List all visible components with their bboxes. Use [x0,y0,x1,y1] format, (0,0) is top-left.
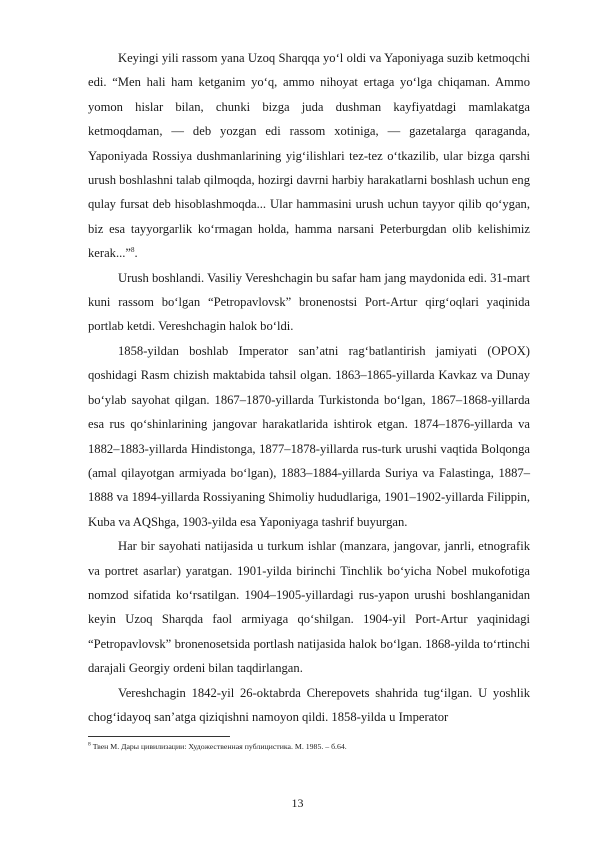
page-number: 13 [291,796,304,810]
paragraph-5: Vereshchagin 1842-yil 26-oktabrda Cherepovets shahrida tug‘ilgan. U yoshlik chog‘idayoq san’atga qiziqishni namoyon qildi. 1858-yilda u Imperator [88,685,530,724]
paragraph-1-text: Keyingi yili rassom yana Uzoq Sharqqa yo‘l oldi va Yaponiyaga suzib ketmoqchi edi. “Men hali ham ketganim yo‘q, ammo nihoyat ertaga yo‘lga chiqaman. Ammo yomon hislar bilan, chunki bizga juda dushman kayfiyatdagi mamlakatga ketmoqdaman, — deb yozgan edi rassom xotiniga, — gazetalarga qaraganda, Yaponiyada Rossiya dushmanlarining yig‘ilishlari tez-tez o‘tkazilib, ular bizga qarshi urush boshlashni talab qilmoqda, hozirgi davrni harbiy harakatlarni boshlash uchun eng qulay fursat deb hisoblashmoqda... Ular hammasini urush uchun tayyor qilib qo‘ygan, biz esa tayyorgarlik ko‘rmagan holda, hamma narsani Peterburgdan olib kelishimiz kerak...” [88,51,530,261]
paragraph-1 [88,46,530,266]
paragraph-2: Urush boshlandi. Vasiliy Vereshchagin bu safar ham jang maydonida edi. 31-mart kuni rassom bo‘lgan “Petropavlovsk” bronenostsi Port-Artur qirg‘oqlari yaqinida portlab ketdi. Vereshchagin halok bo‘ldi. [88,270,530,334]
footnote-divider [88,736,230,737]
footnote-reference[interactable]: 8 [131,246,135,255]
paragraph-4: Har bir sayohati natijasida u turkum ishlar (manzara, jangovar, janrli, etnografik va portret asarlar) yaratgan. 1901-yilda birinchi Tinchlik bo‘yicha Nobel mukofotiga nomzod sifatida ko‘rsatilgan. 1904–1905-yillardagi rus-yapon urushi boshlanganidan keyin Uzoq Sharqda faol armiyaga qo‘shilgan. 1904-yil Port-Artur yaqinidagi “Petropavlovsk” bronenosetsida portlash natijasida halok bo‘lgan. 1868-yilda to‘rtinchi darajali Georgiy ordeni bilan taqdirlangan. [88,539,530,676]
document-page [88,46,530,752]
footnote-number: 8 [88,741,91,748]
paragraph-1-tail: . [134,246,138,261]
footnote [88,742,530,752]
footnote-text: Твен М. Дары цивилизации: Художественная публицистика. М. 1985. – б.64. [92,742,347,752]
paragraph-3: 1858-yildan boshlab Imperator san’atni rag‘batlantirish jamiyati (OPOX) qoshidagi Rasm chizish maktabida tahsil olgan. 1863–1865-yillarda Kavkaz va Dunay bo‘ylab sayohat qilgan. 1867–1870-yillarda Turkistonda bo‘lgan, 1867–1868-yillarda esa rus qo‘shinlarining jangovar harakatlarida ishtirok etgan. 1874–1876-yillarda va 1882–1883-yillarda Hindistonga, 1877–1878-yillarda rus-turk urushi vaqtida Bolqonga (amal qilayotgan armiyada bo‘lgan), 1883–1884-yillarda Suriya va Falastinga, 1887–1888 va 1894-yillarda Rossiyaning Shimoliy hududlariga, 1901–1902-yillarda Filippin, Kuba va AQShga, 1903-yilda esa Yaponiyaga tashrif buyurgan. [88,343,530,529]
